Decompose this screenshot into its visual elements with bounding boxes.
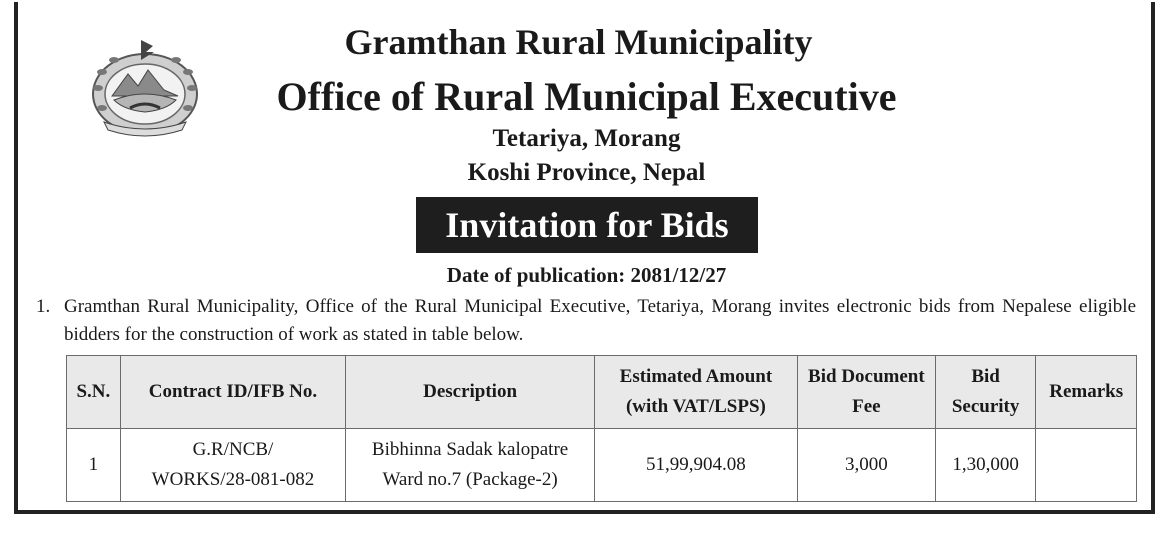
cell-description-line1: Bibhinna Sadak kalopatre [371,439,569,460]
cell-estimate: 51,99,904.08 [594,429,797,502]
table-header-row [67,356,1137,429]
header-estimate-line1: Estimated Amount [619,366,773,387]
table-row [67,429,1137,502]
office-title: Office of Rural Municipal Executive [276,74,897,119]
cell-description [346,429,595,502]
header-security-line2: Security [951,396,1020,417]
province-line: Koshi Province, Nepal [467,159,706,186]
header-security [935,356,1035,429]
notice-title: Invitation for Bids [416,197,758,253]
paragraph-number: 1. [36,296,51,317]
cell-security: 1,30,000 [935,429,1035,502]
header-sn: S.N. [67,356,121,429]
publication-date: Date of publication: 2081/12/27 [446,263,727,287]
paragraph-text: Gramthan Rural Municipality, Office of the Rural Municipal Executive, Tetariya, Morang invites electronic bids from Nepalese eligible bidders for the construction of work as stated in table below. [64,296,1136,345]
header-fee-line1: Bid Document [808,366,925,387]
cell-sn: 1 [67,429,121,502]
header-security-line1: Bid [971,366,1000,387]
bids-table [66,355,1137,502]
municipality-title: Gramthan Rural Municipality [344,22,813,62]
header-estimate [594,356,797,429]
header-contract: Contract ID/IFB No. [120,356,345,429]
header-description: Description [346,356,595,429]
cell-contract-line2: WORKS/28-081-082 [151,469,315,490]
cell-contract [120,429,345,502]
cell-remarks [1036,429,1137,502]
header-estimate-line2: (with VAT/LSPS) [625,396,766,417]
header-fee-line2: Fee [852,396,881,417]
cell-description-line2: Ward no.7 (Package-2) [382,469,558,490]
cell-fee: 3,000 [797,429,935,502]
location-line: Tetariya, Morang [492,125,681,152]
header-remarks: Remarks [1036,356,1137,429]
cell-contract-line1: G.R/NCB/ [192,439,274,460]
header-fee [797,356,935,429]
notice-paragraph [36,293,1136,349]
